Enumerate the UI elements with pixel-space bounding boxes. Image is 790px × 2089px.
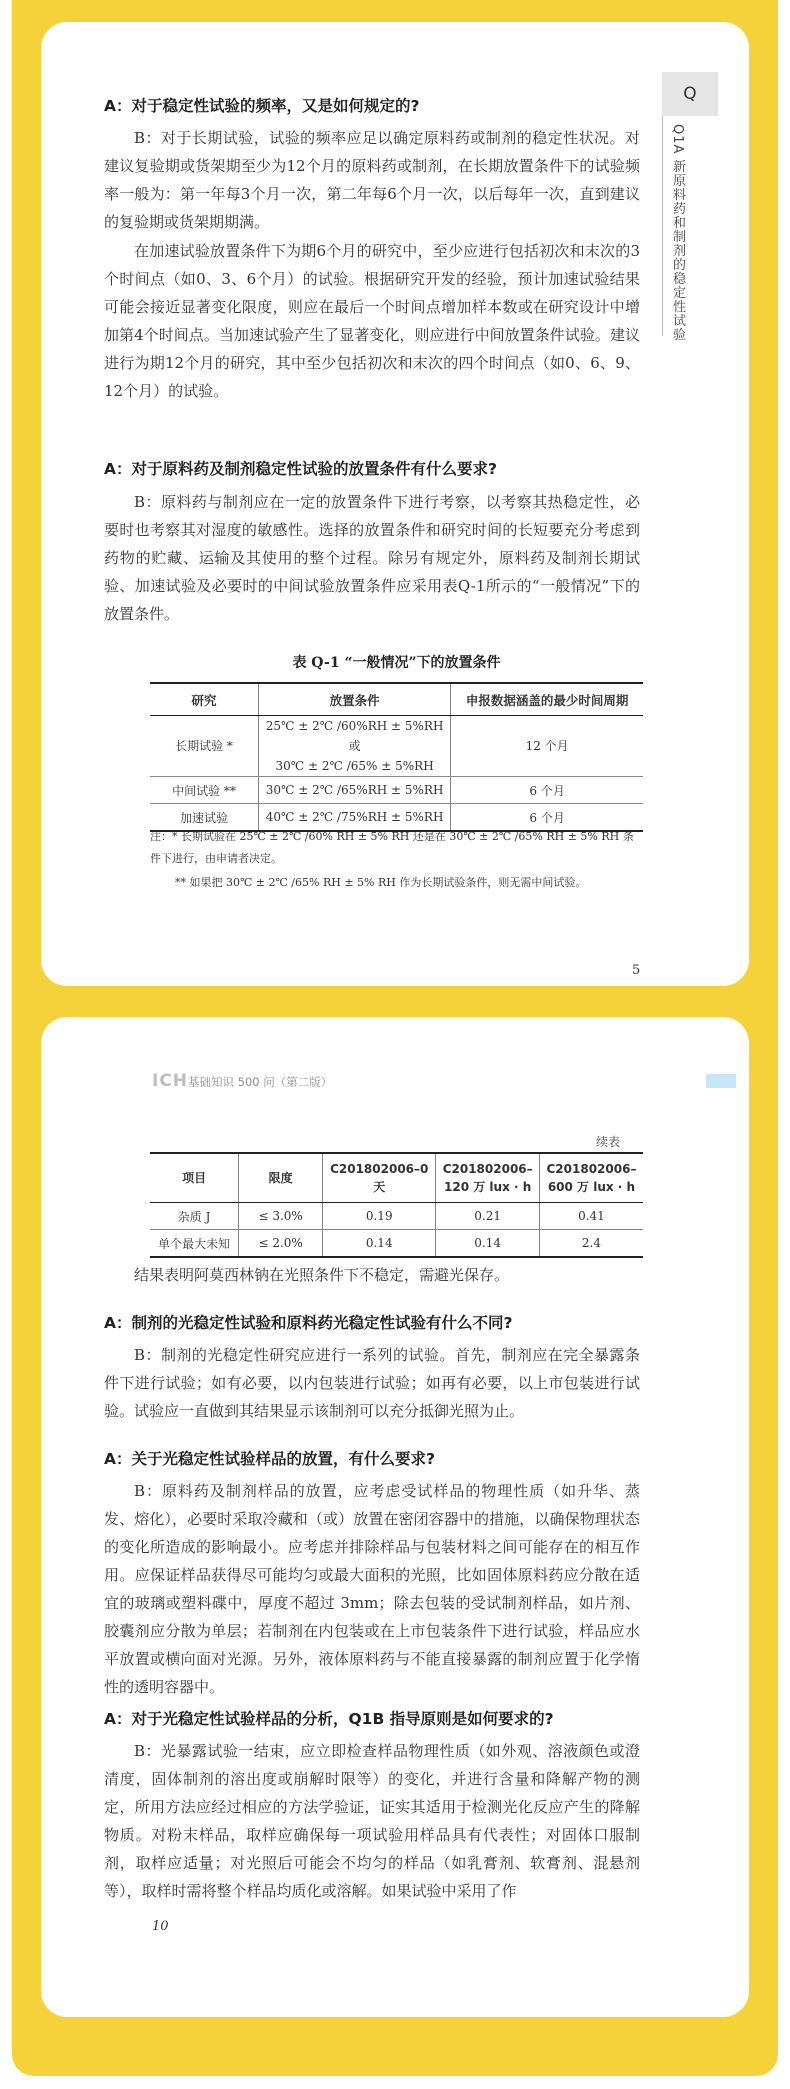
section-tab-letter: Q [683,84,697,104]
table-row [150,777,643,804]
condition-line: 30℃ ± 2℃ /65% ± 5%RH [275,759,434,773]
answer-storage-conditions: B：原料药与制剂应在一定的放置条件下进行考察，以考察其热稳定性，必要时也考察其对湿度的敏感性。选择的放置条件和研究时间的长短要充分考虑到药物的贮藏、运输及其使用的整个过程。除另有规定外，原料药及制剂长期试验、加速试验及必要时的中间试验放置条件应采用表Q-1所示的“一般情况”下的放置条件。 [104,493,640,623]
section-tab [662,72,718,116]
table-cell: 0.14 [436,1230,540,1258]
table-row [150,1203,643,1230]
answer-formulation-vs-api: B：制剂的光稳定性研究应进行一系列的试验。首先，制剂应在完全暴露条件下进行试验；如有必要，以内包装进行试验；如再有必要，以上市包装进行试验。试验应一直做到其结果显示该制剂可以充分抵御光照为止。 [104,1346,640,1420]
answer-frequency-p2: 在加速试验放置条件下为期6个月的研究中，至少应进行包括初次和末次的3个时间点（如0、3、6个月）的试验。根据研究开发的经验，预计加速试验结果可能会接近显著变化限度，则应在最后一个时间点增加样本数或在研究设计中增加第4个时间点。当加速试验产生了显著变化，则应进行中间放置条件试验。建议进行为期12个月的研究，其中至少包括初次和末次的四个时间点（如0、6、9、12个月）的试验。 [104,242,640,400]
table-header: 放置条件 [258,683,450,716]
question-formulation-vs-api: A：制剂的光稳定性试验和原料药光稳定性试验有什么不同? [104,1314,513,1332]
section-tab-divider [662,116,663,336]
table-cell [258,716,450,777]
answer-sample-analysis: B：光暴露试验一结束，应立即检查样品物理性质（如外观、溶液颜色或澄清度，固体制剂的溶出度或崩解时限等）的变化，并进行含量和降解产物的测定，所用方法应经过相应的方法学验证，证实其适用于检测光化反应产生的降解物质。对粉末样品，取样应确保每一项试验用样品具有代表性；对固体口服制剂，取样应适量；对光照后可能会不均匀的样品（如乳膏剂、软膏剂、混悬剂等），取样时需将整个样品均质化或溶解。如果试验中采用了作 [104,1742,640,1900]
table-cell: 单个最大未知 [150,1230,239,1258]
table-cell: 杂质 J [150,1203,239,1230]
answer-frequency-p1: B：对于长期试验，试验的频率应足以确定原料药或制剂的稳定性状况。对建议复验期或货架期至少为12个月的原料药或制剂，在长期放置条件下的试验频率一般为：第一年每3个月一次，第二年每6个月一次，以后每年一次，直到建议的复验期或货架期期满。 [104,129,640,231]
conclusion-text: 结果表明阿莫西林钠在光照条件下不稳定，需避光保存。 [134,1266,510,1284]
table-cell: 30℃ ± 2℃ /65%RH ± 5%RH [258,777,450,804]
table-cell: ≤ 2.0% [239,1230,323,1258]
table-cell: ≤ 3.0% [239,1203,323,1230]
running-header: 基础知识 500 问（第二版） [188,1075,333,1089]
answer-sample-placement: B：原料药及制剂样品的放置，应考虑受试样品的物理性质（如升华、蒸发、熔化），必要时采取冷藏和（或）放置在密闭容器中的措施，以确保物理状态的变化所造成的影响最小。应考虑并排除样品与包装材料之间可能存在的相互作用。应保证样品获得尽可能均匀或最大面积的光照，比如固体原料药应分散在适宜的玻璃或塑料碟中，厚度不超过 3mm；除去包装的受试制剂样品，如片剂、胶囊剂应分散为单层；若制剂在内包装或在上市包装条件下进行试验，样品应水平放置或横向面对光源。另外，液体原料药与不能直接暴露的制剂应置于化学惰性的透明容器中。 [104,1482,640,1696]
question-frequency: A：对于稳定性试验的频率，又是如何规定的? [104,97,420,115]
table-header: 限度 [239,1153,323,1203]
table-cell: 0.14 [323,1230,436,1258]
table-cell: 加速试验 [150,804,258,832]
photostability-table [150,1152,643,1258]
ich-logo: ICH [152,1071,189,1091]
question-sample-analysis: A：对于光稳定性试验样品的分析，Q1B 指导原则是如何要求的? [104,1710,554,1728]
table-header: 研究 [150,683,258,716]
table-cell: 0.19 [323,1203,436,1230]
table-header: C201802006–600 万 lux · h [539,1153,643,1203]
table-row [150,1230,643,1258]
table-cell: 6 个月 [451,804,643,832]
table-header: C201802006–120 万 lux · h [436,1153,540,1203]
storage-conditions-table [150,682,643,832]
table-note-2: ** 如果把 30℃ ± 2℃ /65% RH ± 5% RH 作为长期试验条件，则无需中间试验。 [175,876,587,889]
question-sample-placement: A：关于光稳定性试验样品的放置，有什么要求? [104,1450,435,1468]
page-number: 5 [632,963,641,978]
table-header: C201802006–0 天 [323,1153,436,1203]
header-marker [706,1074,736,1088]
table-cell: 12 个月 [451,716,643,777]
table-cell: 中间试验 ** [150,777,258,804]
table-row [150,716,643,777]
table-cell: 2.4 [539,1230,643,1258]
table-header-row [150,683,643,716]
table-note-1: 注：* 长期试验在 25℃ ± 2℃ /60% RH ± 5% RH 还是在 30℃ ± 2℃ /65% RH ± 5% RH 条件下进行，由申请者决定。 [150,830,634,865]
table-header: 项目 [150,1153,239,1203]
table-cell: 0.21 [436,1203,540,1230]
table-cell: 长期试验 * [150,716,258,777]
question-storage-conditions: A：对于原料药及制剂稳定性试验的放置条件有什么要求? [104,460,497,478]
table-title: 表 Q-1 “一般情况”下的放置条件 [292,655,501,671]
condition-line: 25℃ ± 2℃ /60%RH ± 5%RH 或 [265,719,444,753]
table-cell: 6 个月 [451,777,643,804]
table-cell: 0.41 [539,1203,643,1230]
page-number: 10 [152,1919,169,1934]
table-cell: 40℃ ± 2℃ /75%RH ± 5%RH [258,804,450,832]
table-header: 申报数据涵盖的最少时间周期 [451,683,643,716]
table-header-row [150,1153,643,1203]
section-side-title: Q1A 新原料药和制剂的稳定性试验 [670,124,685,342]
continued-label: 续表 [596,1135,621,1149]
